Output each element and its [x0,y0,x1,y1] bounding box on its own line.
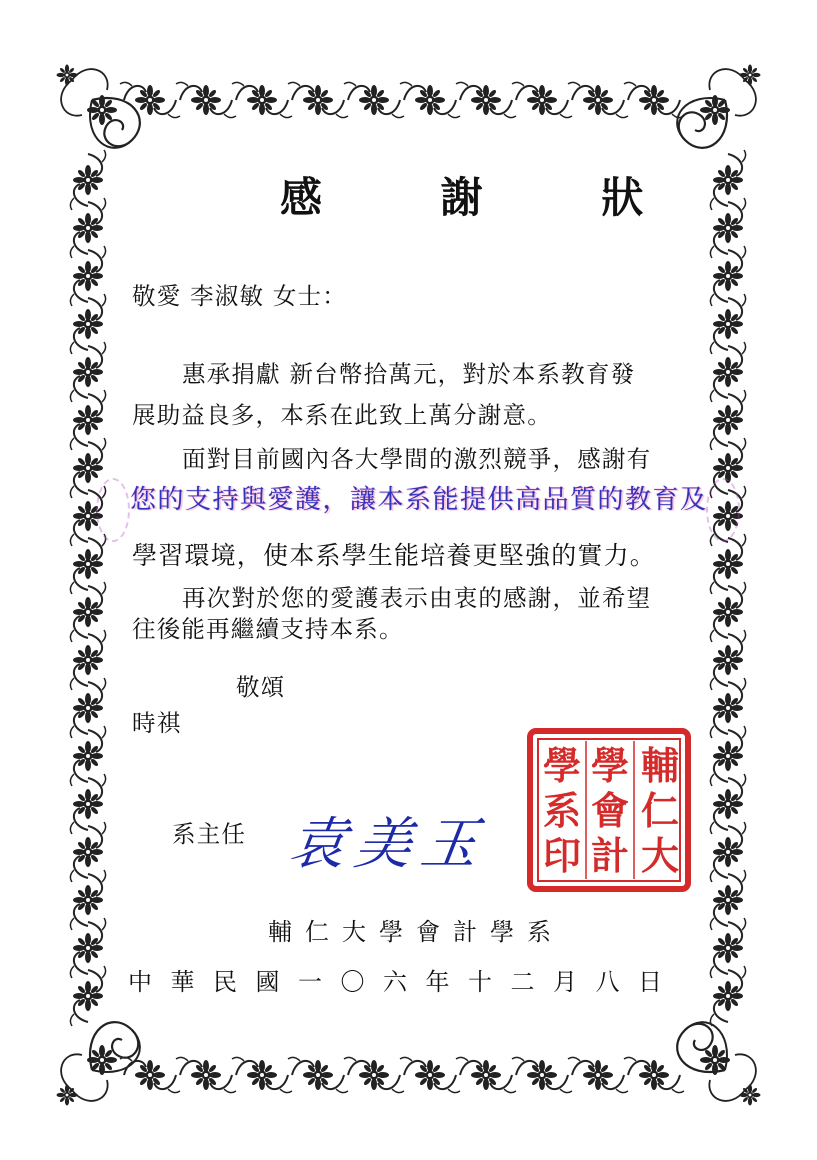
certificate-title: 感 謝 狀 [280,173,696,222]
paragraph-3-line-2: 往後能再繼續支持本系。 [132,615,404,643]
issuing-organization: 輔仁大學會計學系 [268,918,564,946]
paragraph-1-line-1: 惠承捐獻 新台幣拾萬元，對於本系教育發 [182,360,636,388]
paragraph-3-line-1: 再次對於您的愛護表示由衷的感謝，並希望 [182,584,652,612]
svg-text:學: 學 [542,743,582,788]
faint-stamp-right [706,478,740,542]
svg-text:學: 學 [590,743,630,788]
faint-stamp-left [96,478,130,542]
paragraph-2-line-1: 面對目前國內各大學間的激烈競爭，感謝有 [182,445,652,473]
closing-blessing: 時祺 [132,709,182,737]
svg-text:印: 印 [542,833,582,878]
handwritten-signature: 袁美玉 [284,812,492,877]
signatory-label: 系主任 [172,820,247,848]
svg-text:仁: 仁 [640,788,680,833]
salutation: 敬愛 李淑敏 女士： [132,282,347,310]
svg-text:計: 計 [590,833,630,878]
svg-text:系: 系 [542,788,582,833]
paragraph-1-line-2: 展助益良多，本系在此致上萬分謝意。 [132,401,552,429]
paragraph-2-line-3: 學習環境，使本系學生能培養更堅強的實力。 [132,541,657,570]
svg-text:輔: 輔 [640,743,680,788]
paragraph-2-line-2: 您的支持與愛護，讓本系能提供高品質的教育及 [130,485,708,515]
svg-text:大: 大 [640,833,680,878]
closing-respect: 敬頌 [236,673,286,701]
issue-date: 中華民國一〇六年十二月八日 [128,968,681,996]
official-seal [526,727,692,893]
svg-text:會: 會 [590,788,630,833]
